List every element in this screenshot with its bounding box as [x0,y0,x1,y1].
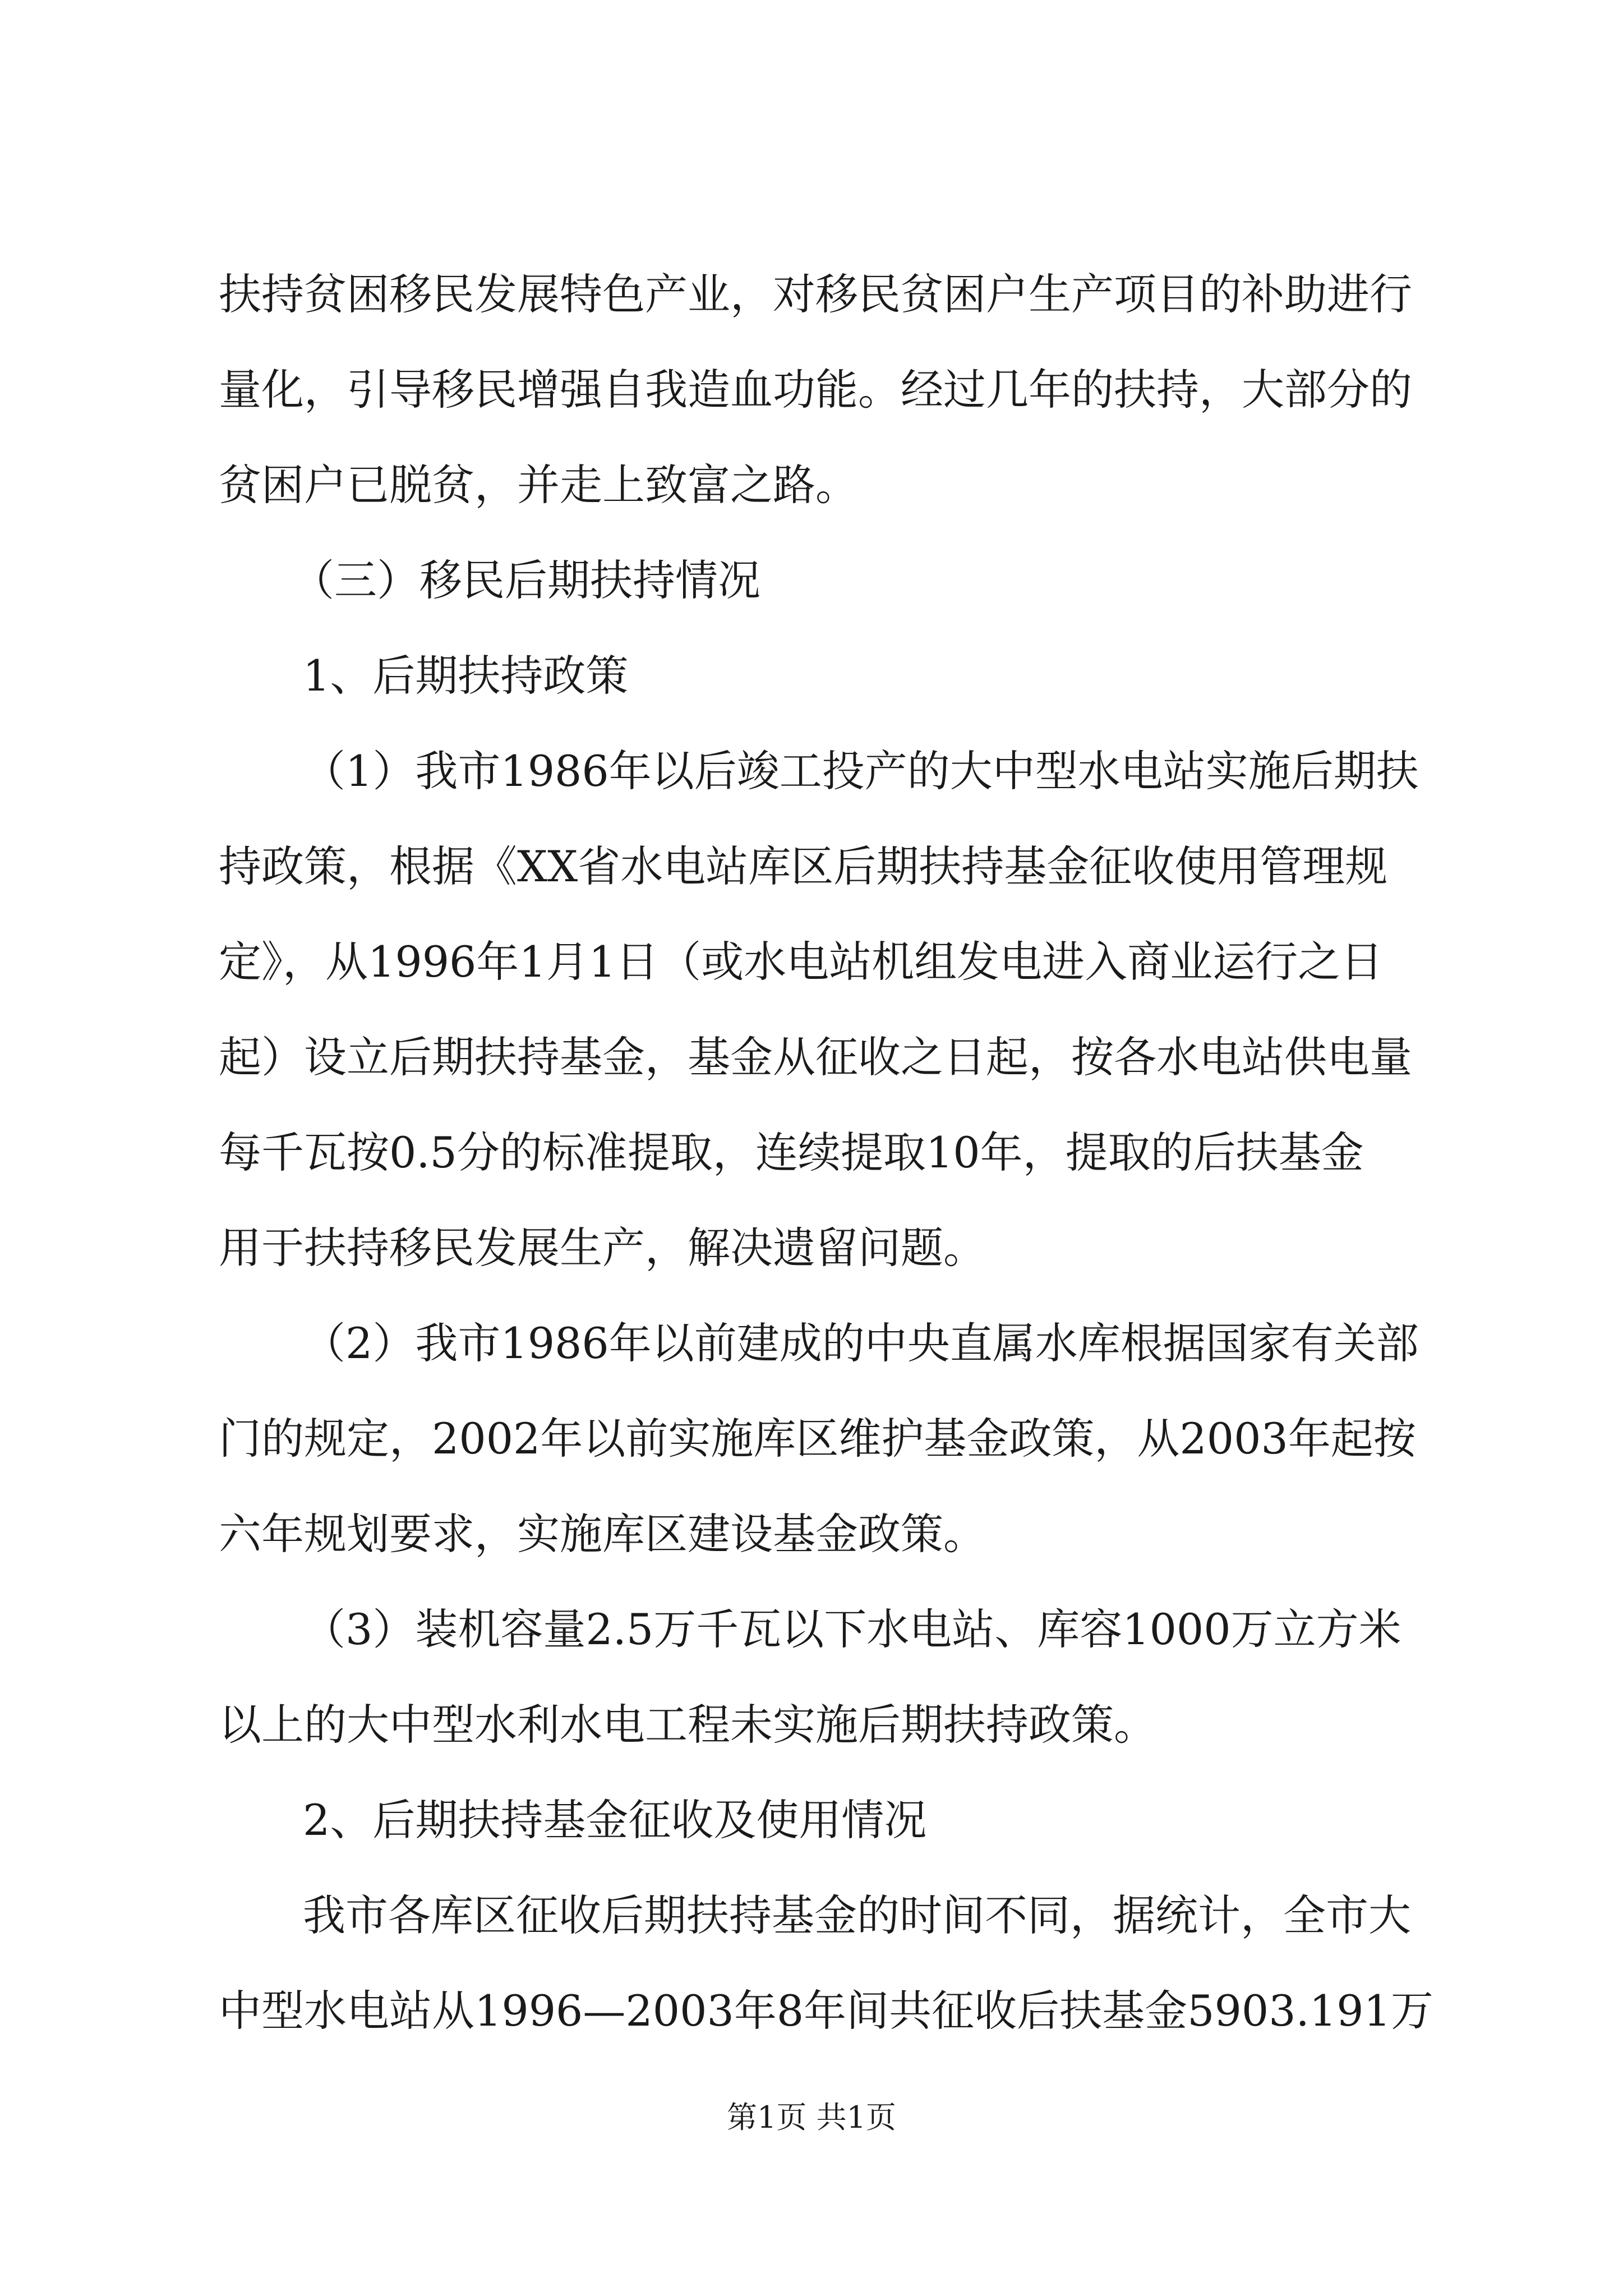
text-line: 门的规定，2002年以前实施库区维护基金政策，从2003年起按 [219,1414,1416,1464]
text-line: 我市各库区征收后期扶持基金的时间不同，据统计，全市大 [303,1890,1411,1940]
subsection-heading: 1、后期扶持政策 [303,651,629,701]
text-line: 量化，引导移民增强自我造血功能。经过几年的扶持，大部分的 [219,365,1412,415]
subsection-heading: 2、后期扶持基金征收及使用情况 [303,1795,927,1845]
page-footer: 第1页 共1页 [727,2100,896,2135]
text-line: 定》，从1996年1月1日（或水电站机组发电进入商业运行之日 [219,937,1384,987]
section-heading: （三）移民后期扶持情况 [292,555,760,605]
text-line: 中型水电站从1996—2003年8年间共征收后扶基金5903.191万 [219,1986,1433,2036]
text-line: 六年规划要求，实施库区建设基金政策。 [219,1509,986,1559]
text-line: 扶持贫困移民发展特色产业，对移民贫困户生产项目的补助进行 [219,269,1412,319]
text-line: （3）装机容量2.5万千瓦以下水电站、库容1000万立方米 [303,1604,1401,1654]
text-line: 贫困户已脱贫，并走上致富之路。 [219,460,858,510]
text-line: 持政策，根据《XX省水电站库区后期扶持基金征收使用管理规 [219,841,1388,891]
text-line: 以上的大中型水利水电工程未实施后期扶持政策。 [219,1700,1156,1750]
text-line: （2）我市1986年以前建成的中央直属水库根据国家有关部 [303,1318,1419,1368]
text-line: 用于扶持移民发展生产，解决遗留问题。 [219,1223,986,1273]
text-line: 每千瓦按0.5分的标准提取，连续提取10年，提取的后扶基金 [219,1128,1364,1177]
text-line: （1）我市1986年以后竣工投产的大中型水电站实施后期扶 [303,746,1419,796]
text-line: 起）设立后期扶持基金，基金从征收之日起，按各水电站供电量 [219,1032,1412,1082]
